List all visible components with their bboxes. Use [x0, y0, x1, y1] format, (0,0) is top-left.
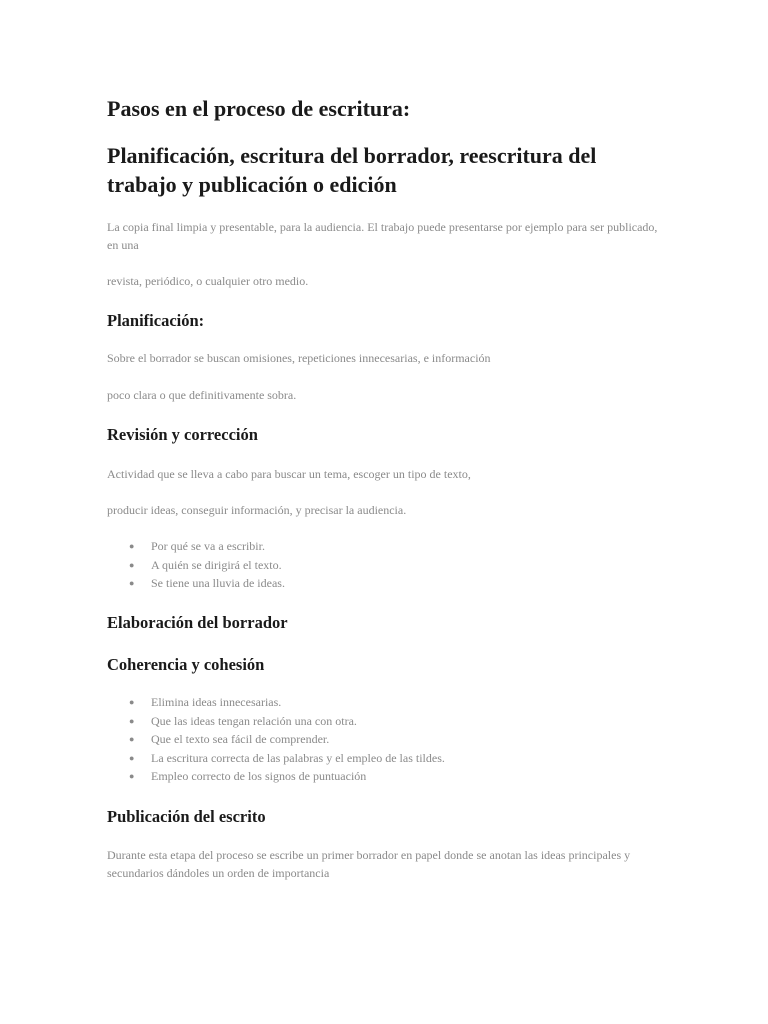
list-item — [107, 574, 667, 593]
intro-paragraph-1: La copia final limpia y presentable, para la audiencia. El trabajo puede presentarse por ejemplo para ser publicado, en una — [107, 220, 658, 252]
list-item-text: La escritura correcta de las palabras y el empleo de las tildes. — [151, 750, 445, 765]
revision-paragraph-2: producir ideas, conseguir información, y precisar la audiencia. — [107, 503, 407, 517]
bullet-icon: ● — [129, 578, 135, 589]
list-item — [107, 537, 667, 556]
list-item-text: Elimina ideas innecesarias. — [151, 695, 282, 709]
list-item-text: Que las ideas tengan relación una con otra. — [151, 713, 357, 728]
list-item-text: Que el texto sea fácil de comprender. — [151, 732, 330, 747]
coherencia-bullet-list — [107, 693, 667, 786]
document-subtitle: Planificación, escritura del borrador, reescritura del trabajo y publicación o edición — [107, 143, 597, 197]
revision-bullet-list — [107, 537, 667, 593]
list-item-text: Se tiene una lluvia de ideas. — [151, 576, 285, 591]
list-item — [107, 556, 667, 575]
section-heading-revision: Revisión y corrección — [107, 425, 258, 444]
list-item — [107, 749, 667, 768]
planificacion-paragraph-1: Sobre el borrador se buscan omisiones, repeticiones innecesarias, e información — [107, 351, 491, 365]
list-item — [107, 767, 667, 786]
section-heading-coherencia: Coherencia y cohesión — [107, 655, 265, 674]
bullet-icon: ● — [129, 559, 135, 570]
list-item — [107, 693, 667, 712]
list-item-text: Empleo correcto de los signos de puntuación — [151, 769, 367, 784]
revision-paragraph-1: Actividad que se lleva a cabo para buscar un tema, escoger un tipo de texto, — [107, 467, 471, 481]
bullet-icon: ● — [129, 697, 135, 707]
section-heading-planificacion: Planificación: — [107, 311, 205, 330]
planificacion-paragraph-2: poco clara o que definitivamente sobra. — [107, 388, 297, 402]
publicacion-paragraph-1: Durante esta etapa del proceso se escribe un primer borrador en papel donde se anotan las ideas principales y secundarios dándoles un orden de importancia — [107, 848, 631, 880]
document-title: Pasos en el proceso de escritura: — [107, 96, 411, 121]
list-item-text: A quién se dirigirá el texto. — [151, 557, 282, 572]
bullet-icon: ● — [129, 715, 135, 726]
section-heading-elaboracion: Elaboración del borrador — [107, 613, 288, 632]
bullet-icon: ● — [129, 541, 135, 551]
list-item — [107, 730, 667, 749]
section-heading-publicacion: Publicación del escrito — [107, 807, 266, 826]
list-item-text: Por qué se va a escribir. — [151, 539, 265, 553]
bullet-icon: ● — [129, 752, 135, 763]
bullet-icon: ● — [129, 771, 135, 782]
list-item — [107, 712, 667, 731]
bullet-icon: ● — [129, 734, 135, 745]
intro-paragraph-2: revista, periódico, o cualquier otro medio. — [107, 274, 309, 288]
